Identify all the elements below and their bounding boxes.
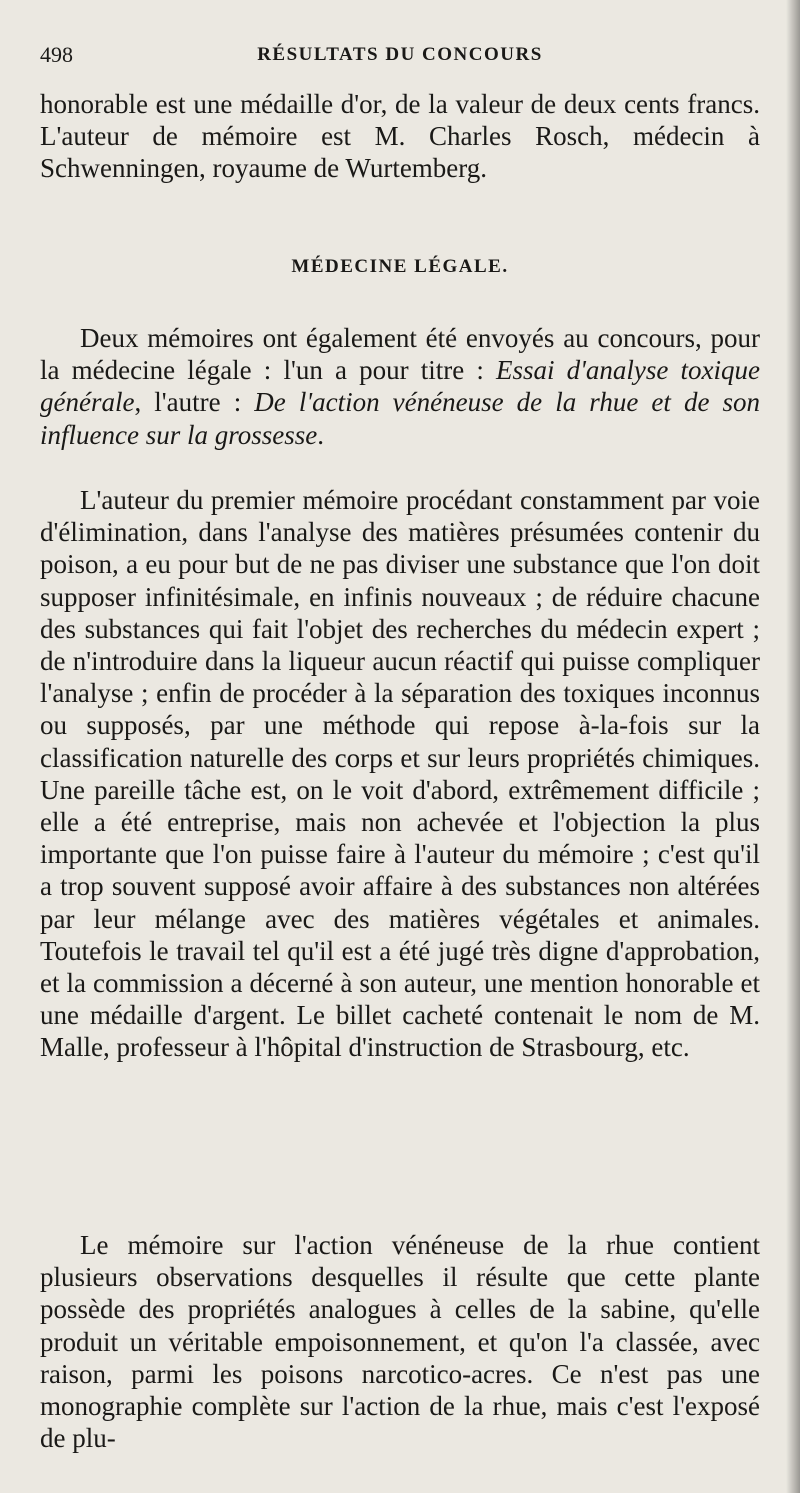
section-heading: MÉDECINE LÉGALE. bbox=[291, 256, 509, 277]
page-edge-shadow bbox=[786, 0, 800, 1493]
paragraph-rhue-memoire: Le mémoire sur l'action vénéneuse de la rhue contient plusieurs observations desquelles il résulte que cette plante possède des propriétés analogues à celles de la sabine, qu'elle produit un véritable empoisonnement, et qu'on l'a classée, avec raison, parmi les poisons narcotico-acres. Ce n'est pas une monographie complète sur l'action de la rhue, mais c'est l'exposé de plu- bbox=[40, 1230, 760, 1454]
running-title: RÉSULTATS DU CONCOURS bbox=[257, 44, 543, 65]
memoire-title-2: De l'action vénéneuse de la rhue et de son influence sur la grossesse bbox=[40, 387, 761, 450]
paragraph-first-memoire: L'auteur du premier mémoire procédant constamment par voie d'élimination, dans l'analyse des matières présumées contenir du poison, a eu pour but de ne pas diviser une substance que l'on doit supposer infinitésimale, en infinis nouveaux ; de réduire chacune des substances qui fait l'objet des recherches du médecin expert ; de n'introduire dans la liqueur aucun réactif qui puisse compliquer l'analyse ; enfin de procéder à la séparation des toxiques inconnus ou supposés, par une méthode qui repose à-la-fois sur la classification naturelle des corps et sur leurs propriétés chimiques. Une pareille tâche est, on le voit d'abord, extrêmement difficile ; elle a été entreprise, mais non achevée et l'objection la plus importante que l'on puisse faire à l'auteur du mémoire ; c'est qu'il a trop souvent supposé avoir affaire à des substances non altérées par leur mélange avec des matières végétales et animales. Toutefois le travail tel qu'il est a été jugé très digne d'approbation, et la commission a décerné à son auteur, une mention honorable et une médaille d'argent. Le billet cacheté contenait le nom de M. Malle, professeur à l'hôpital d'instruction de Strasbourg, etc. bbox=[40, 485, 760, 1063]
memoire-title-1: Essai d'analyse toxique générale bbox=[40, 355, 761, 418]
paragraph-intro-text: Deux mémoires ont également été envoyés au concours, pour la médecine légale : l'un a pour titre : bbox=[40, 323, 760, 386]
paragraph-middle-text: , l'autre : bbox=[134, 387, 242, 418]
paragraph-end-text: . bbox=[317, 419, 324, 450]
page-number: 498 bbox=[40, 42, 73, 67]
running-head bbox=[40, 42, 760, 76]
paragraph-memoires-intro bbox=[40, 322, 760, 451]
paragraph-continuation: honorable est une médaille d'or, de la valeur de deux cents francs. L'auteur de mémoire est M. Charles Rosch, médecin à Schwenningen, royaume de Wurtemberg. bbox=[40, 89, 760, 184]
